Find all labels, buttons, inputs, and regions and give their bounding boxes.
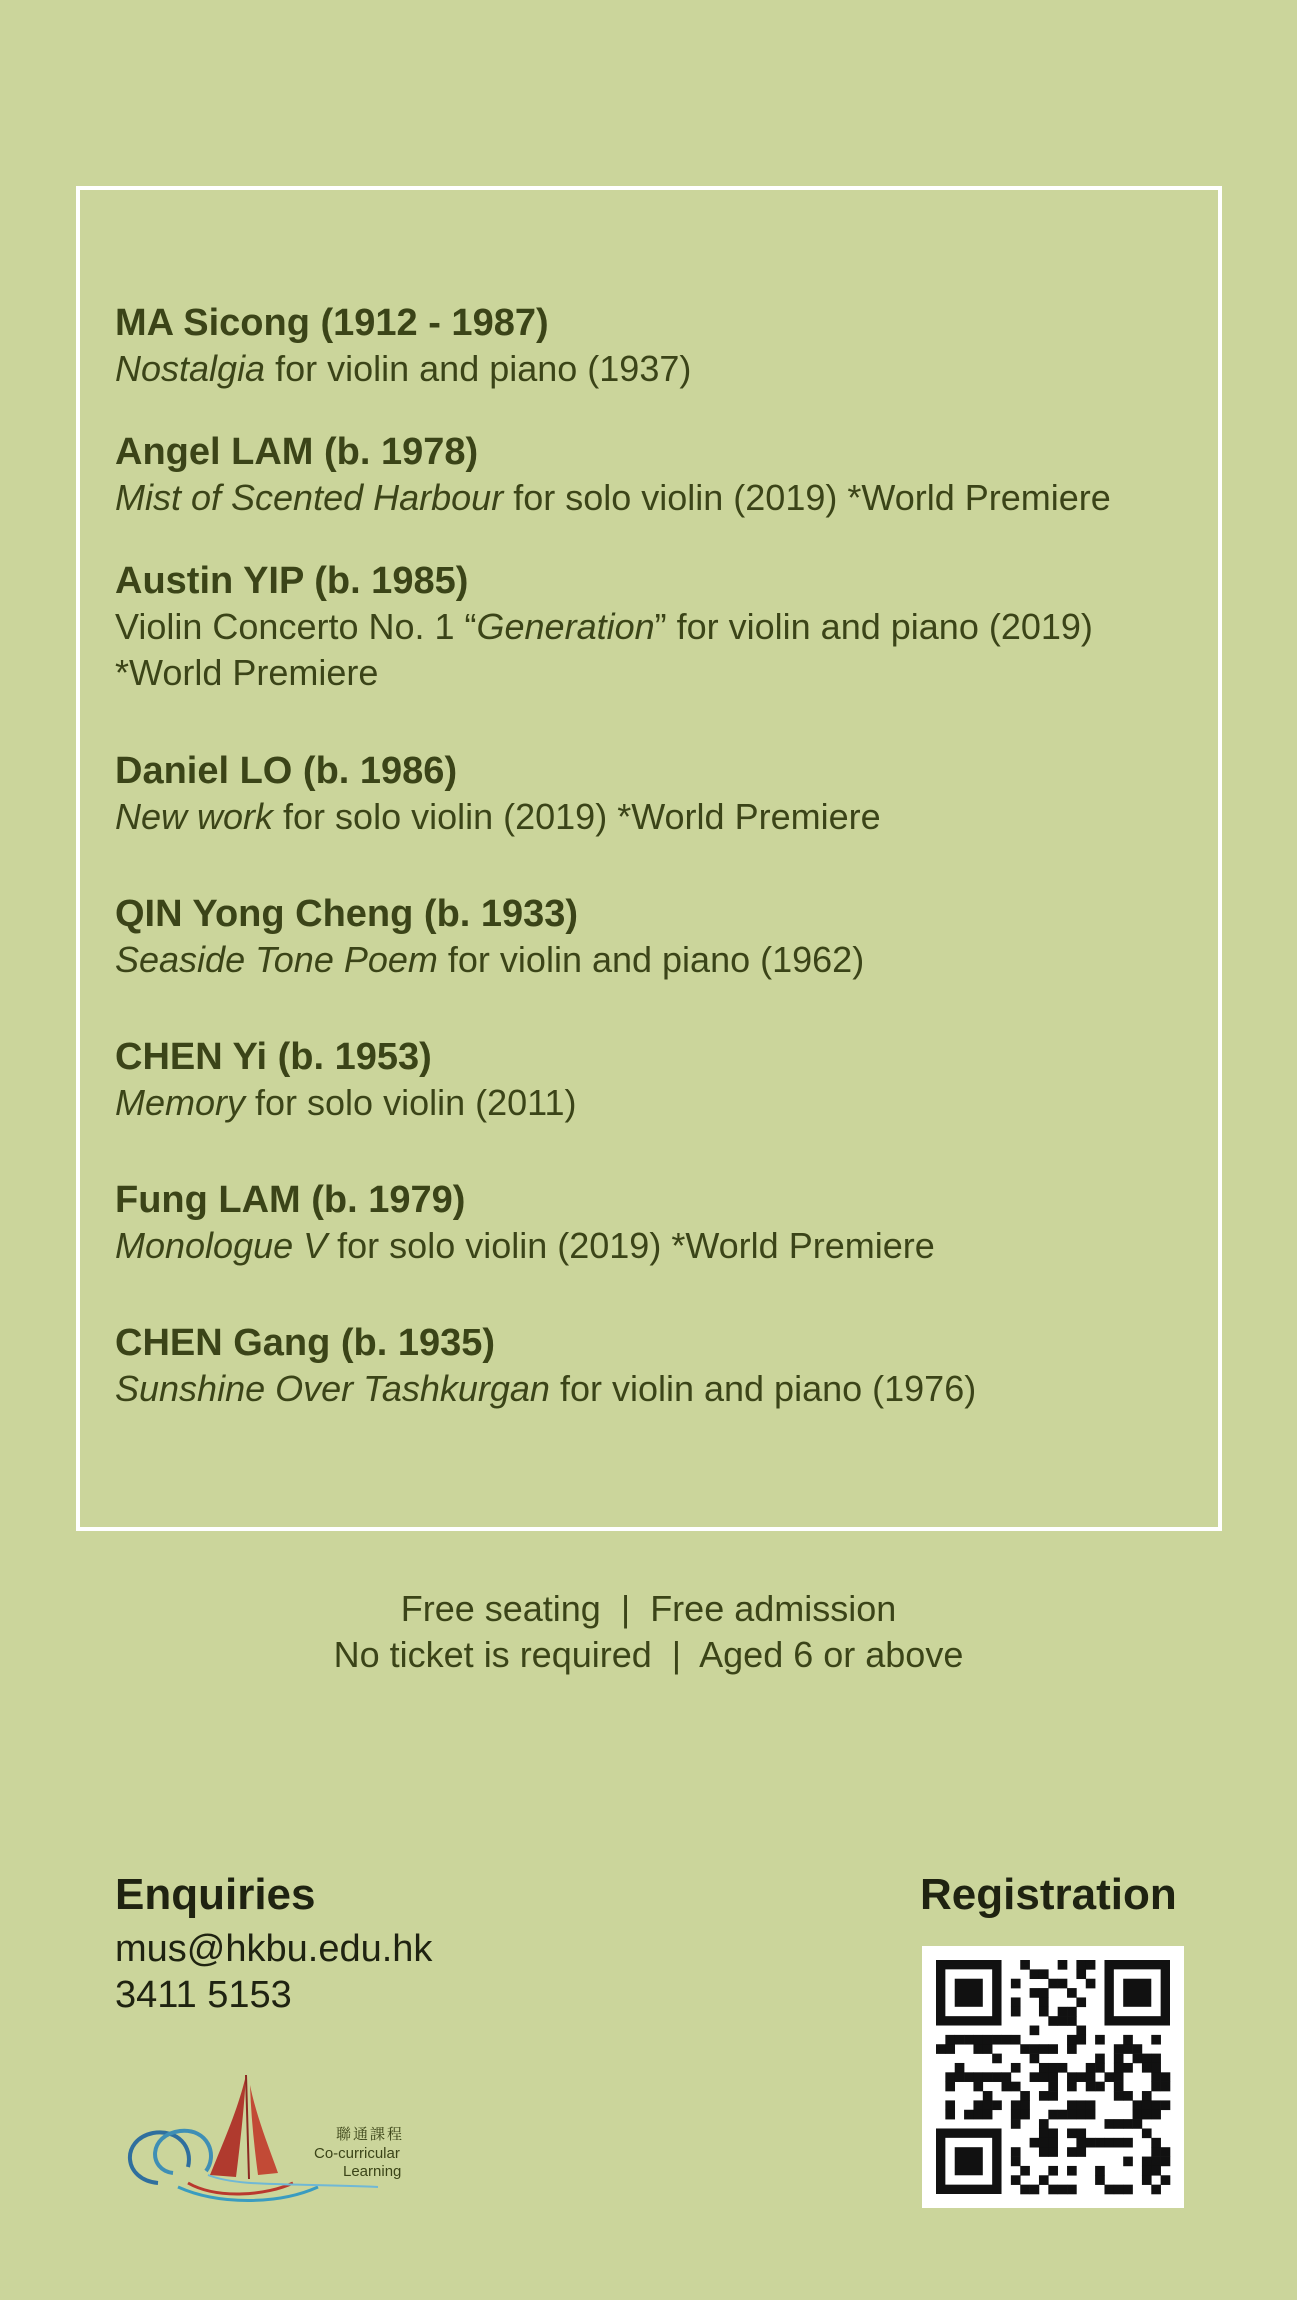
- composer-name: Austin YIP (b. 1985): [115, 560, 469, 602]
- logo-chinese-text: 聯通課程: [336, 2126, 405, 2143]
- work-info: [115, 794, 1215, 840]
- program-item: [115, 429, 1215, 521]
- work-details: for violin and piano (1937): [265, 348, 692, 389]
- work-details: for solo violin (2019) *World Premiere: [273, 796, 881, 837]
- registration-title: Registration: [920, 1870, 1177, 1919]
- co-curricular-logo: [118, 2075, 418, 2205]
- program-item: [115, 891, 1215, 983]
- composer-name: CHEN Gang (b. 1935): [115, 1322, 496, 1364]
- composer-name: CHEN Yi (b. 1953): [115, 1036, 432, 1078]
- work-title: Nostalgia: [115, 348, 266, 389]
- work-title: Generation: [476, 606, 655, 647]
- admission-line-2: No ticket is required | Aged 6 or above: [333, 1634, 964, 1675]
- composer-name: Fung LAM (b. 1979): [115, 1179, 466, 1221]
- program-item: [115, 1177, 1215, 1269]
- logo-text-line1: Co-curricular: [314, 2145, 400, 2162]
- work-details: for solo violin (2019) *World Premiere: [327, 1225, 935, 1266]
- admission-line-1: Free seating | Free admission: [400, 1588, 897, 1629]
- program-item: [115, 1034, 1215, 1126]
- enquiries-email[interactable]: mus@hkbu.edu.hk: [115, 1928, 433, 1970]
- logo-text-line2: Learning: [343, 2163, 402, 2180]
- program-item: [115, 748, 1215, 840]
- work-title: Seaside Tone Poem: [115, 939, 438, 980]
- program-item: [115, 558, 1215, 696]
- work-info: [115, 346, 1215, 392]
- enquiries-phone[interactable]: 3411 5153: [115, 1974, 292, 2016]
- work-title: Sunshine Over Tashkurgan: [115, 1368, 550, 1409]
- work-title: Mist of Scented Harbour: [115, 477, 504, 518]
- work-info: [115, 1080, 1215, 1126]
- qr-code-icon[interactable]: [922, 1946, 1184, 2208]
- work-title: New work: [115, 796, 274, 837]
- work-premiere: *World Premiere: [115, 652, 379, 693]
- work-info: [115, 937, 1215, 983]
- work-title: Memory: [115, 1082, 246, 1123]
- program-item: [115, 300, 1215, 392]
- composer-name: Angel LAM (b. 1978): [115, 431, 479, 473]
- program-item: [115, 1320, 1215, 1412]
- work-details: for violin and piano (1962): [437, 939, 865, 980]
- work-prefix: Violin Concerto No. 1 “: [115, 606, 477, 647]
- work-info: [115, 604, 1215, 650]
- work-details: for solo violin (2011): [245, 1082, 577, 1123]
- work-info: [115, 1223, 1215, 1269]
- work-details: for solo violin (2019) *World Premiere: [503, 477, 1111, 518]
- enquiries-title: Enquiries: [115, 1870, 316, 1919]
- work-details: ” for violin and piano (2019): [654, 606, 1093, 647]
- composer-name: Daniel LO (b. 1986): [115, 750, 458, 792]
- work-title: Monologue V: [115, 1225, 328, 1266]
- composer-name: QIN Yong Cheng (b. 1933): [115, 893, 579, 935]
- work-details: for violin and piano (1976): [549, 1368, 977, 1409]
- qr-code-graphic: [922, 1946, 1184, 2208]
- work-info: [115, 475, 1215, 521]
- work-info: [115, 1366, 1215, 1412]
- composer-name: MA Sicong (1912 - 1987): [115, 302, 549, 344]
